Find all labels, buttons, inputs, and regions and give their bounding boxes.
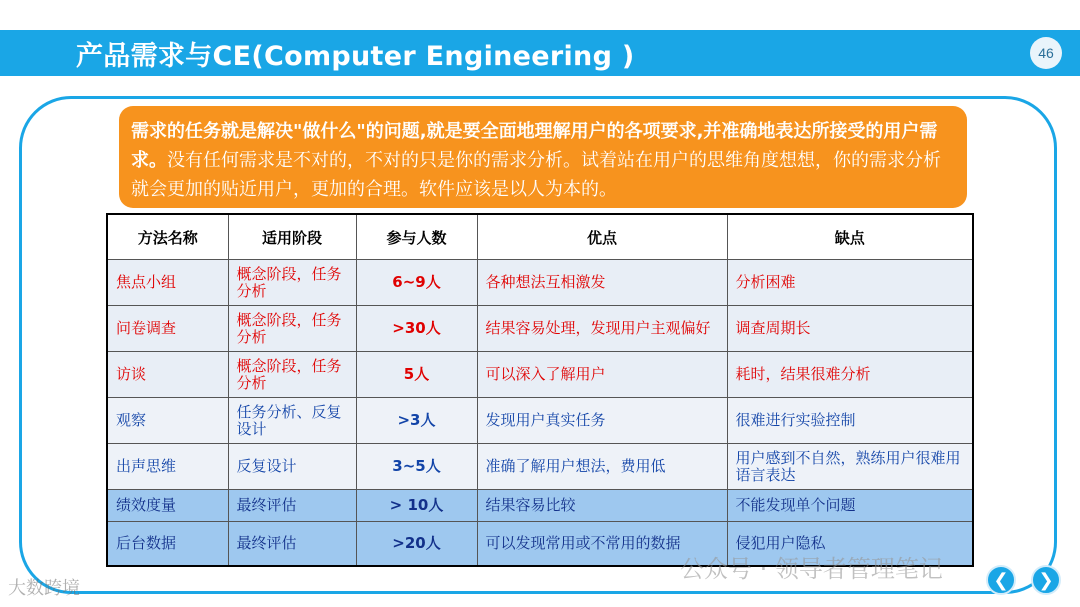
cell-pros: 可以发现常用或不常用的数据 bbox=[477, 522, 727, 566]
cell-method: 访谈 bbox=[107, 352, 228, 398]
table-row bbox=[107, 352, 973, 398]
cell-method: 后台数据 bbox=[107, 522, 228, 566]
cell-people: >30人 bbox=[356, 306, 477, 352]
cell-method: 观察 bbox=[107, 398, 228, 444]
cell-cons: 耗时，结果很难分析 bbox=[727, 352, 973, 398]
table-row bbox=[107, 306, 973, 352]
cell-pros: 准确了解用户想法，费用低 bbox=[477, 444, 727, 490]
cell-cons: 侵犯用户隐私 bbox=[727, 522, 973, 566]
cell-people: > 10人 bbox=[356, 490, 477, 522]
watermark-right: 公众号 · 领导者管理笔记 bbox=[680, 555, 943, 583]
cell-method: 绩效度量 bbox=[107, 490, 228, 522]
prev-slide-button[interactable] bbox=[986, 565, 1016, 595]
cell-pros: 发现用户真实任务 bbox=[477, 398, 727, 444]
cell-people: >20人 bbox=[356, 522, 477, 566]
cell-method: 问卷调查 bbox=[107, 306, 228, 352]
cell-stage: 概念阶段，任务分析 bbox=[228, 260, 356, 306]
cell-method: 出声思维 bbox=[107, 444, 228, 490]
cell-cons: 分析困难 bbox=[727, 260, 973, 306]
header-cons: 缺点 bbox=[727, 214, 973, 260]
next-slide-button[interactable] bbox=[1031, 565, 1061, 595]
watermark-left: 大数跨境 bbox=[8, 578, 80, 599]
callout-normal-text: 没有任何需求是不对的，不对的只是你的需求分析。试着站在用户的思维角度想想，你的需求分析就会更加的贴近用户，更加的合理。软件应该是以人为本的。 bbox=[131, 150, 941, 200]
table-row bbox=[107, 444, 973, 490]
cell-pros: 各种想法互相激发 bbox=[477, 260, 727, 306]
cell-stage: 任务分析、反复设计 bbox=[228, 398, 356, 444]
cell-cons: 用户感到不自然，熟练用户很难用语言表达 bbox=[727, 444, 973, 490]
callout-bold-text: 需求的任务就是解决"做什么"的问题,就是要全面地理解用户的各项要求,并准确地表达所接受的用户需求。 bbox=[131, 121, 938, 171]
table-header-row bbox=[107, 214, 973, 260]
table-row bbox=[107, 490, 973, 522]
chevron-left-icon: ❮ bbox=[993, 569, 1009, 591]
cell-stage: 概念阶段，任务分析 bbox=[228, 306, 356, 352]
requirement-callout bbox=[119, 106, 967, 208]
table-row bbox=[107, 260, 973, 306]
cell-cons: 不能发现单个问题 bbox=[727, 490, 973, 522]
page-number-badge: 46 bbox=[1030, 37, 1062, 69]
header-method-name: 方法名称 bbox=[107, 214, 228, 260]
cell-people: 5人 bbox=[356, 352, 477, 398]
cell-cons: 调查周期长 bbox=[727, 306, 973, 352]
cell-stage: 概念阶段，任务分析 bbox=[228, 352, 356, 398]
header-stage: 适用阶段 bbox=[228, 214, 356, 260]
chevron-right-icon: ❯ bbox=[1038, 569, 1054, 591]
cell-stage: 最终评估 bbox=[228, 490, 356, 522]
cell-people: >3人 bbox=[356, 398, 477, 444]
cell-people: 3~5人 bbox=[356, 444, 477, 490]
methods-table bbox=[106, 213, 974, 567]
cell-stage: 最终评估 bbox=[228, 522, 356, 566]
cell-pros: 可以深入了解用户 bbox=[477, 352, 727, 398]
cell-method: 焦点小组 bbox=[107, 260, 228, 306]
header-participants: 参与人数 bbox=[356, 214, 477, 260]
cell-pros: 结果容易处理，发现用户主观偏好 bbox=[477, 306, 727, 352]
slide-title: 产品需求与CE(Computer Engineering ) bbox=[76, 41, 635, 72]
cell-cons: 很难进行实验控制 bbox=[727, 398, 973, 444]
cell-pros: 结果容易比较 bbox=[477, 490, 727, 522]
cell-stage: 反复设计 bbox=[228, 444, 356, 490]
header-pros: 优点 bbox=[477, 214, 727, 260]
cell-people: 6~9人 bbox=[356, 260, 477, 306]
table-row bbox=[107, 398, 973, 444]
